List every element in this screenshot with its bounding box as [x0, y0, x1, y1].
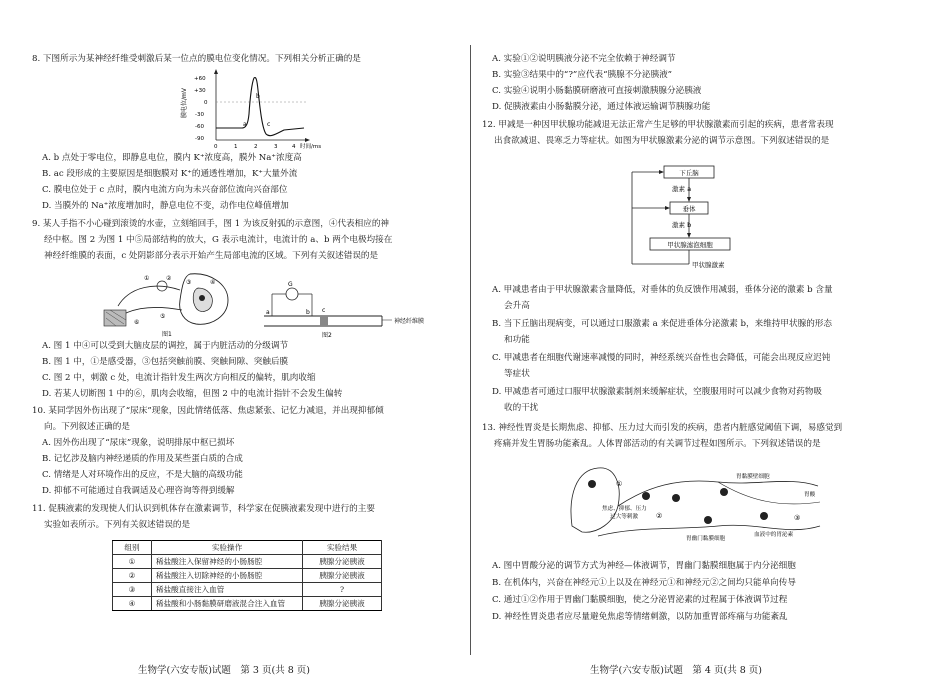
q12-option-b-cont: 和功能: [504, 335, 530, 345]
svg-text:③: ③: [186, 279, 192, 286]
q9-stem-line: 神经纤维膜的表面，c 处阴影部分表示开始产生局部电流的区域。下列有关叙述错误的是: [44, 251, 379, 261]
q12-stem-line: 出食欲减退、畏寒乏力等症状。如图为甲状腺激素分泌的调节示意图。下列叙述错误的是: [494, 136, 830, 146]
q12-option-d: D. 甲减患者可通过口服甲状腺激素制剂来缓解症状，空腹服用时可以减少食物对药物吸: [492, 387, 823, 397]
q13-stem-line: 疼痛并发生胃肠功能紊乱。人体胃部活动的有关调节过程如图所示。下列叙述错误的是: [494, 439, 821, 449]
point-b: b: [256, 93, 260, 100]
q9-option-d: D. 若某人切断图 1 中的⑥，肌肉会收缩，但图 2 中的电流计指针不会发生偏转: [42, 389, 343, 399]
table-row: [113, 583, 382, 597]
membrane-label: 神经纤维膜: [394, 318, 425, 325]
q10-option-a: A. 因外伤出现了“尿床”现象，说明排尿中枢已损坏: [42, 438, 235, 448]
cell: 稀盐酸直接注入血管: [152, 583, 303, 597]
galvanometer: [286, 288, 298, 300]
cell: ?: [303, 583, 382, 597]
fig1-caption: 图1: [162, 331, 172, 338]
q11-stem-line: 11. 促胰液素的发现使人们认识到机体存在激素调节，科学家在促胰液素发现中进行的主要: [32, 504, 375, 514]
ytick: 0: [204, 100, 208, 106]
potential-curve: [216, 78, 304, 136]
left-page: [30, 0, 462, 688]
table-row: [113, 555, 382, 569]
arrow1-label: 激素 a: [672, 185, 692, 193]
mucosa-label: 胃黏膜壁细胞: [736, 474, 770, 480]
q9-figure-1: [100, 266, 240, 338]
q12-option-b: B. 当下丘脑出现病变，可以通过口服激素 a 来促进垂体分泌激素 b，来维持甲状腺的形态: [492, 319, 832, 329]
stimulation-region: [320, 316, 328, 326]
stress-label-1: 焦虑、抑郁、压力: [602, 506, 647, 512]
ytick: -90: [195, 136, 204, 142]
q8-option-d: D. 当膜外的 Na⁺浓度增加时，静息电位不变，动作电位峰值增加: [42, 201, 289, 211]
ytick: -30: [195, 112, 204, 118]
ytick: -60: [195, 124, 204, 130]
fig2-caption: 图2: [322, 332, 332, 338]
q10-option-b: B. 记忆涉及脑内神经递质的作用及某些蛋白质的合成: [42, 454, 243, 464]
c-label: c: [322, 307, 326, 314]
q13-option-d: D. 神经性胃炎患者应尽量避免焦虑等情绪刺激，以防加重胃部疼痛与功能紊乱: [492, 612, 788, 622]
q12-option-c: C. 甲减患者在细胞代谢速率减慢的同时，神经系统兴奋性也会降低，可能会出现反应迟钝: [492, 353, 831, 363]
q8-potential-graph: [180, 68, 330, 150]
q13-regulation-figure: [558, 456, 848, 556]
acid-label: 胃酸: [804, 492, 816, 498]
q8-option-b: B. ac 段形成的主要原因是细胞膜对 K⁺的通透性增加，K⁺大量外流: [42, 169, 298, 179]
neuron-3: ③: [794, 514, 801, 522]
q8-option-c: C. 膜电位处于 c 点时，膜内电流方向为未兴奋部位流向兴奋部位: [42, 185, 288, 195]
q10-option-c: C. 情绪是人对环境作出的反应，不是大脑的高级功能: [42, 470, 243, 480]
cell: ①: [113, 555, 152, 569]
xtick: 2: [254, 144, 258, 150]
point-a: a: [243, 121, 247, 128]
cell: ②: [113, 569, 152, 583]
q11-experiment-table: [112, 540, 382, 611]
svg-text:①: ①: [144, 275, 150, 282]
ytick: +30: [194, 88, 206, 94]
column-divider: [470, 45, 471, 655]
q9-option-c: C. 图 2 中，刺激 c 处，电流计指针发生两次方向相反的偏转，肌肉收缩: [42, 373, 316, 383]
box1-label: 下丘脑: [679, 169, 699, 177]
xlabel: 时间/ms: [300, 144, 322, 150]
neuron-2: ②: [656, 512, 663, 520]
q8-stem: 8. 下图所示为某神经纤维受刺激后某一位点的膜电位变化情况。下列相关分析正确的是: [32, 54, 361, 64]
cell: 稀盐酸注入切除神经的小肠肠腔: [152, 569, 303, 583]
neuron-1: ①: [616, 480, 623, 488]
q9-stem-line: 9. 某人手指不小心碰到滚烫的水壶，立刻缩回手，图 1 为该反射弧的示意图，④代表相应的神: [32, 219, 390, 229]
xtick: 3: [274, 144, 278, 150]
cell: 胰腺分泌胰液: [303, 555, 382, 569]
col-header: 组别: [113, 541, 152, 555]
q9-option-b: B. 图 1 中，①是感受器，③包括突触前膜、突触间隙、突触后膜: [42, 357, 289, 367]
ylabel: 膜电位/mV: [181, 88, 188, 118]
table-row: [113, 597, 382, 611]
box2-label: 垂体: [682, 205, 696, 213]
cell: 稀盐酸注入保留神经的小肠肠腔: [152, 555, 303, 569]
output-label: 甲状腺激素: [692, 261, 725, 269]
q13-option-b: B. 在机体内，兴奋在神经元①上以及在神经元①和神经元②之间均只能单向传导: [492, 578, 796, 588]
q11-stem-line: 实验如表所示。下列有关叙述错误的是: [44, 520, 191, 530]
arrow2-label: 激素 b: [672, 221, 692, 229]
xtick: 0: [214, 144, 218, 150]
svg-text:⑥: ⑥: [134, 319, 140, 326]
svg-text:②: ②: [166, 275, 172, 282]
q13-option-a: A. 图中胃酸分泌的调节方式为神经—体液调节，胃幽门黏膜细胞属于内分泌细胞: [492, 561, 796, 571]
box3-label: 甲状腺滤泡细胞: [667, 241, 713, 249]
q10-option-d: D. 抑郁不可能通过自我调适及心理咨询等得到缓解: [42, 486, 235, 496]
q11-option-d: D. 促胰液素由小肠黏膜分泌，通过体液运输调节胰腺功能: [492, 102, 711, 112]
svg-text:⑤: ⑤: [160, 313, 166, 320]
cell: 胰腺分泌胰液: [303, 569, 382, 583]
point-c: c: [267, 121, 271, 128]
xtick: 4: [292, 144, 296, 150]
q8-option-a: A. b 点处于零电位，即静息电位，膜内 K⁺浓度高，膜外 Na⁺浓度高: [42, 153, 302, 163]
q13-option-c: C. 通过①②作用于胃幽门黏膜细胞，使之分泌胃泌素的过程属于体液调节过程: [492, 595, 788, 605]
q10-stem-line: 向。下列叙述正确的是: [44, 422, 130, 432]
q12-stem-line: 12. 甲减是一种因甲状腺功能减退无法正常产生足够的甲状腺激素而引起的疾病，患者常表现: [482, 120, 834, 130]
q10-stem-line: 10. 某同学因外伤出现了“尿床”现象，因此情绪低落、焦虑紧张、记忆力减退，并出现抑郁倾: [32, 406, 384, 416]
q12-option-c-cont: 等症状: [504, 369, 530, 379]
q9-option-a: A. 图 1 中④可以受到大脑皮层的调控，属于内脏活动的分级调节: [42, 341, 289, 351]
table-header-row: [113, 541, 382, 555]
pyloric-label: 胃幽门黏膜细胞: [686, 536, 726, 542]
svg-text:④: ④: [210, 279, 216, 286]
q9-figure-2: [262, 280, 437, 338]
a-label: a: [266, 309, 270, 316]
table-row: [113, 569, 382, 583]
q12-flow-diagram: [620, 162, 770, 274]
q11-option-c: C. 实验④说明小肠黏膜研磨液可直接刺激胰腺分泌胰液: [492, 86, 702, 96]
q12-option-d-cont: 收的干扰: [504, 403, 539, 413]
q9-stem-line: 经中枢。图 2 为图 1 中⑤局部结构的放大，G 表示电流计，电流计的 a、b 两个电极均接在: [44, 235, 393, 245]
q12-option-a: A. 甲减患者由于甲状腺激素含量降低，对垂体的负反馈作用减弱，垂体分泌的激素 b 含量: [492, 285, 833, 295]
cell: 胰腺分泌胰液: [303, 597, 382, 611]
q11-option-b: B. 实验③结果中的“?”应代表“胰腺不分泌胰液”: [492, 70, 673, 80]
stress-label-2: 过大等刺激: [610, 514, 638, 520]
col-header: 实验操作: [152, 541, 303, 555]
right-page: [480, 0, 920, 688]
cell: ④: [113, 597, 152, 611]
xtick: 1: [234, 144, 238, 150]
cell: 稀盐酸和小肠黏膜研磨液混合注入血管: [152, 597, 303, 611]
q11-option-a: A. 实验①②说明胰液分泌不完全依赖于神经调节: [492, 54, 676, 64]
ytick: +60: [194, 76, 206, 82]
q13-stem-line: 13. 神经性胃炎是长期焦虑、抑郁、压力过大而引发的疾病，患者内脏感觉阈值下调，易感觉到: [482, 423, 843, 433]
cell: ③: [113, 583, 152, 597]
col-header: 实验结果: [303, 541, 382, 555]
b-label: b: [306, 309, 310, 316]
footer-left: 生物学(六安专版)试题 第 3 页(共 8 页): [138, 665, 310, 676]
gastrin-label: 血液中的胃泌素: [754, 532, 794, 538]
q12-option-a-cont: 会升高: [504, 301, 530, 311]
footer-right: 生物学(六安专版)试题 第 4 页(共 8 页): [590, 665, 762, 676]
g-label: G: [288, 281, 293, 288]
